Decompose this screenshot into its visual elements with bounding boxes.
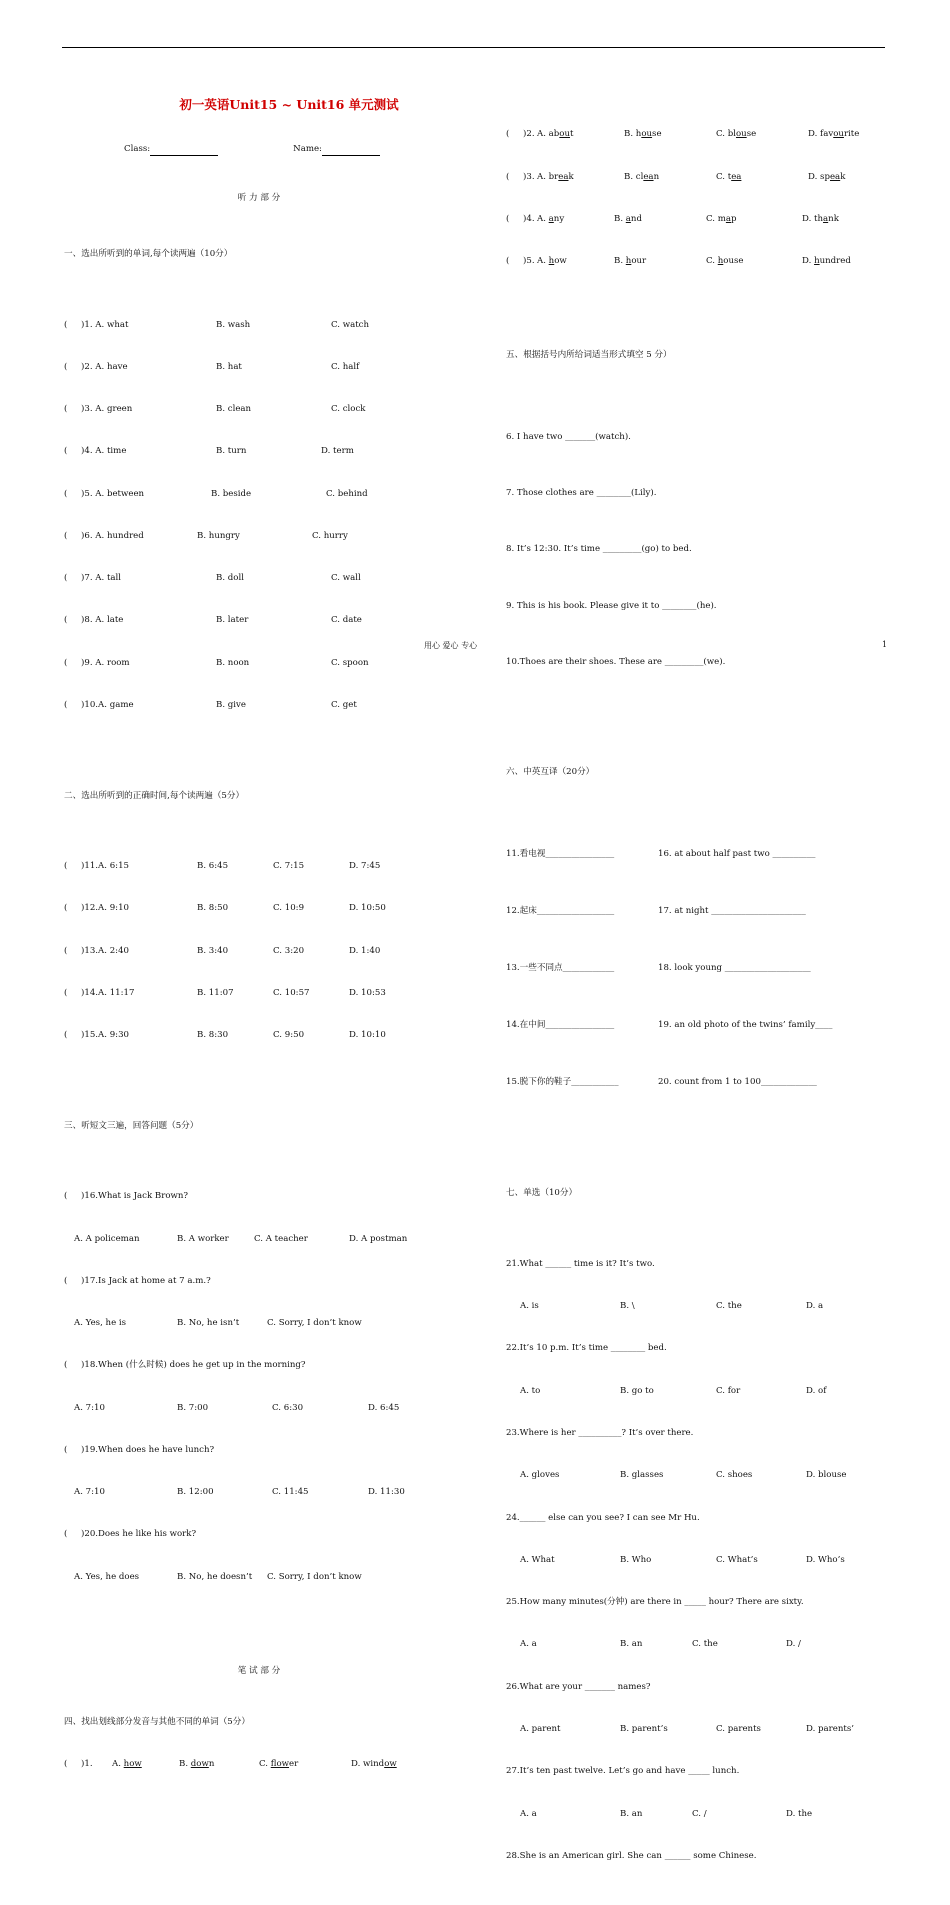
list-item: ( )7. A. tall B. doll C. wall	[64, 573, 361, 584]
section5-list	[506, 390, 886, 710]
question: 23.Where is her __________? It’s over there.	[506, 1428, 694, 1439]
section3-list	[64, 1161, 474, 1612]
section6-list	[506, 807, 886, 1130]
options: A. 7:10 B. 7:00 C. 6:30 D. 6:45	[74, 1402, 400, 1413]
section6-heading: 六、中英互译（20分）	[506, 766, 595, 777]
list-item: ( )12.A. 9:10 B. 8:50 C. 10:9 D. 10:50	[64, 903, 386, 914]
section2-heading: 二、选出所听到的正确时间,每个读两遍（5分）	[64, 790, 245, 801]
list-item: ( )4. A. time B. turn D. term	[64, 446, 354, 457]
written-header: 笔 试 部 分	[237, 1666, 281, 1677]
list-item: 7. Those clothes are ________(Lily).	[506, 488, 657, 499]
question: 25.How many minutes(分钟) are there in _____ hour? There are sixty.	[506, 1597, 804, 1608]
list-item: ( )5. A. between B. beside C. behind	[64, 488, 368, 499]
list-item: ( )14.A. 11:17 B. 11:07 C. 10:57 D. 10:53	[64, 987, 386, 998]
class-name-line	[64, 142, 474, 156]
list-item: ( )5. A. how B. hour C. house D. hundred	[506, 256, 851, 267]
section1-heading: 一、选出所听到的单词,每个读两遍（10分）	[64, 249, 233, 260]
question: ( )20.Does he like his work?	[64, 1529, 197, 1540]
list-item: ( )15.A. 9:30 B. 8:30 C. 9:50 D. 10:10	[64, 1030, 386, 1041]
list-item: 13.一些不同点____________ 18. look young ____________________	[506, 963, 811, 974]
question: 24.______ else can you see? I can see Mr Hu.	[506, 1512, 700, 1523]
page-number: 1	[882, 640, 888, 649]
section5-heading: 五、根据括号内所给词适当形式填空 5 分）	[506, 349, 672, 360]
list-item: ( )10.A. game B. give C. get	[64, 700, 357, 711]
list-item: 10.Thoes are their shoes. These are _________(we).	[506, 657, 726, 668]
section2-list	[64, 831, 474, 1071]
list-item: ( )3. A. green B. clean C. clock	[64, 404, 366, 415]
options: A. is B. \ C. the D. a	[520, 1301, 824, 1312]
list-item: ( )1. A. what B. wash C. watch	[64, 319, 370, 330]
options: A. a B. an C. the D. /	[520, 1639, 801, 1650]
section4-heading: 四、找出划线部分发音与其他不同的单词（5分）	[64, 1716, 250, 1727]
section7-list	[506, 1229, 886, 1891]
list-item: ( )8. A. late B. later C. date	[64, 615, 362, 626]
list-item: 11.看电视________________ 16. at about half past two __________	[506, 849, 816, 860]
question: 22.It’s 10 p.m. It’s time ________ bed.	[506, 1343, 667, 1354]
options: A. Yes, he is B. No, he isn’t C. Sorry, I don’t know	[74, 1318, 362, 1329]
section3-heading: 三、听短文三遍，回答问题（5分）	[64, 1120, 199, 1131]
list-item: 12.起床__________________ 17. at night ______________________	[506, 906, 806, 917]
options: A. Yes, he does B. No, he doesn’t C. Sorry, I don’t know	[74, 1571, 362, 1582]
list-item: 8. It’s 12:30. It’s time _________(go) to bed.	[506, 544, 692, 555]
list-item: ( )6. A. hundred B. hungry C. hurry	[64, 530, 348, 541]
question: ( )19.When does he have lunch?	[64, 1444, 215, 1455]
list-item: ( )2. A. about B. house C. blouse D. favourite	[506, 129, 860, 140]
section1-list	[64, 289, 474, 740]
list-item: ( )2. A. have B. hat C. half	[64, 361, 360, 372]
list-item: ( )1. A. how B. down C. flower D. window	[64, 1758, 397, 1769]
question: ( )17.Is Jack at home at 7 a.m.?	[64, 1275, 211, 1286]
options: A. 7:10 B. 12:00 C. 11:45 D. 11:30	[74, 1487, 405, 1498]
footer-motto: 用心 爱心 专心	[424, 641, 478, 650]
page-title: 初一英语Unit15 ~ Unit16 单元测试	[179, 97, 399, 113]
list-item: 15.脱下你的鞋子___________ 20. count from 1 to 100_____________	[506, 1077, 817, 1088]
options: A. parent B. parent’s C. parents D. parents’	[520, 1724, 854, 1735]
options: A. a B. an C. / D. the	[520, 1808, 813, 1819]
section4-list-cont	[506, 99, 886, 296]
list-item: ( )9. A. room B. noon C. spoon	[64, 657, 369, 668]
list-item: ( )11.A. 6:15 B. 6:45 C. 7:15 D. 7:45	[64, 861, 381, 872]
list-item: ( )3. A. break B. clean C. tea D. speak	[506, 171, 846, 182]
name-label: Name:	[293, 144, 322, 155]
options: A. A policeman B. A worker C. A teacher D. A postman	[74, 1233, 408, 1244]
question: 21.What ______ time is it? It’s two.	[506, 1258, 655, 1269]
header-rule	[62, 47, 885, 48]
list-item: 9. This is his book. Please give it to ________(he).	[506, 600, 717, 611]
question: ( )18.When (什么时候) does he get up in the morning?	[64, 1360, 306, 1371]
options: A. What B. Who C. What’s D. Who’s	[520, 1554, 845, 1565]
right-column	[506, 71, 886, 1905]
question: 26.What are your _______ names?	[506, 1681, 651, 1692]
list-item: ( )13.A. 2:40 B. 3:40 C. 3:20 D. 1:40	[64, 945, 381, 956]
list-item: 14.在中间________________ 19. an old photo of the twins’ family____	[506, 1020, 833, 1031]
question: 28.She is an American girl. She can ______ some Chinese.	[506, 1850, 757, 1861]
class-label: Class:	[124, 144, 151, 155]
question: 27.It’s ten past twelve. Let’s go and have _____ lunch.	[506, 1766, 740, 1777]
left-column	[64, 68, 474, 1785]
question: ( )16.What is Jack Brown?	[64, 1191, 189, 1202]
list-item: 6. I have two _______(watch).	[506, 431, 631, 442]
list-item: ( )4. A. any B. and C. map D. thank	[506, 213, 839, 224]
options: A. gloves B. glasses C. shoes D. blouse	[520, 1470, 847, 1481]
options: A. to B. go to C. for D. of	[520, 1385, 827, 1396]
section7-heading: 七、单选（10分）	[506, 1188, 578, 1199]
listening-header: 听 力 部 分	[237, 192, 281, 203]
